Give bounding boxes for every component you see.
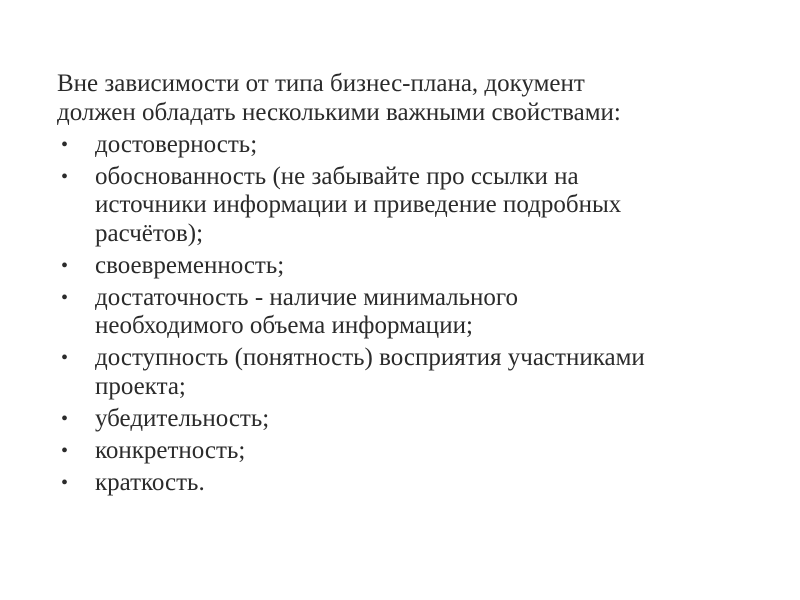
list-item-text: расчётов); xyxy=(95,219,204,247)
list-item-text: проекта; xyxy=(95,372,186,400)
bullet-marker: • xyxy=(61,133,69,156)
list-item-text: достоверность; xyxy=(95,130,258,158)
list-item-text: необходимого объема информации; xyxy=(95,312,473,339)
list-item xyxy=(57,469,747,498)
list-item xyxy=(57,163,747,249)
slide-content xyxy=(57,70,747,497)
bullet-marker: • xyxy=(61,407,69,430)
list-item xyxy=(57,437,747,466)
intro-line: Вне зависимости от типа бизнес-плана, документ xyxy=(57,70,585,97)
bullet-marker: • xyxy=(61,254,69,277)
list-item-text: достаточность - наличие минимального xyxy=(95,283,519,311)
list-item-text: источники информации и приведение подробных xyxy=(95,191,622,218)
bullet-marker: • xyxy=(61,165,69,188)
bullet-marker: • xyxy=(61,439,69,462)
list-item xyxy=(57,252,747,281)
list-item-text: краткость. xyxy=(95,468,205,496)
list-item xyxy=(57,344,747,401)
intro-line: должен обладать несколькими важными свойствами: xyxy=(57,98,621,126)
intro-paragraph xyxy=(57,70,747,127)
list-item-text: своевременность; xyxy=(95,251,285,279)
bullet-marker: • xyxy=(61,471,69,494)
list-item-text: убедительность; xyxy=(95,404,270,432)
list-item-text: обоснованность (не забывайте про ссылки на xyxy=(95,162,579,190)
list-item xyxy=(57,131,747,160)
list-item-text: доступность (понятность) восприятия участниками xyxy=(95,344,645,371)
list-item xyxy=(57,284,747,341)
properties-list xyxy=(57,131,747,498)
list-item xyxy=(57,405,747,434)
bullet-marker: • xyxy=(61,347,69,369)
list-item-text: конкретность; xyxy=(95,436,246,464)
bullet-marker: • xyxy=(61,286,69,309)
